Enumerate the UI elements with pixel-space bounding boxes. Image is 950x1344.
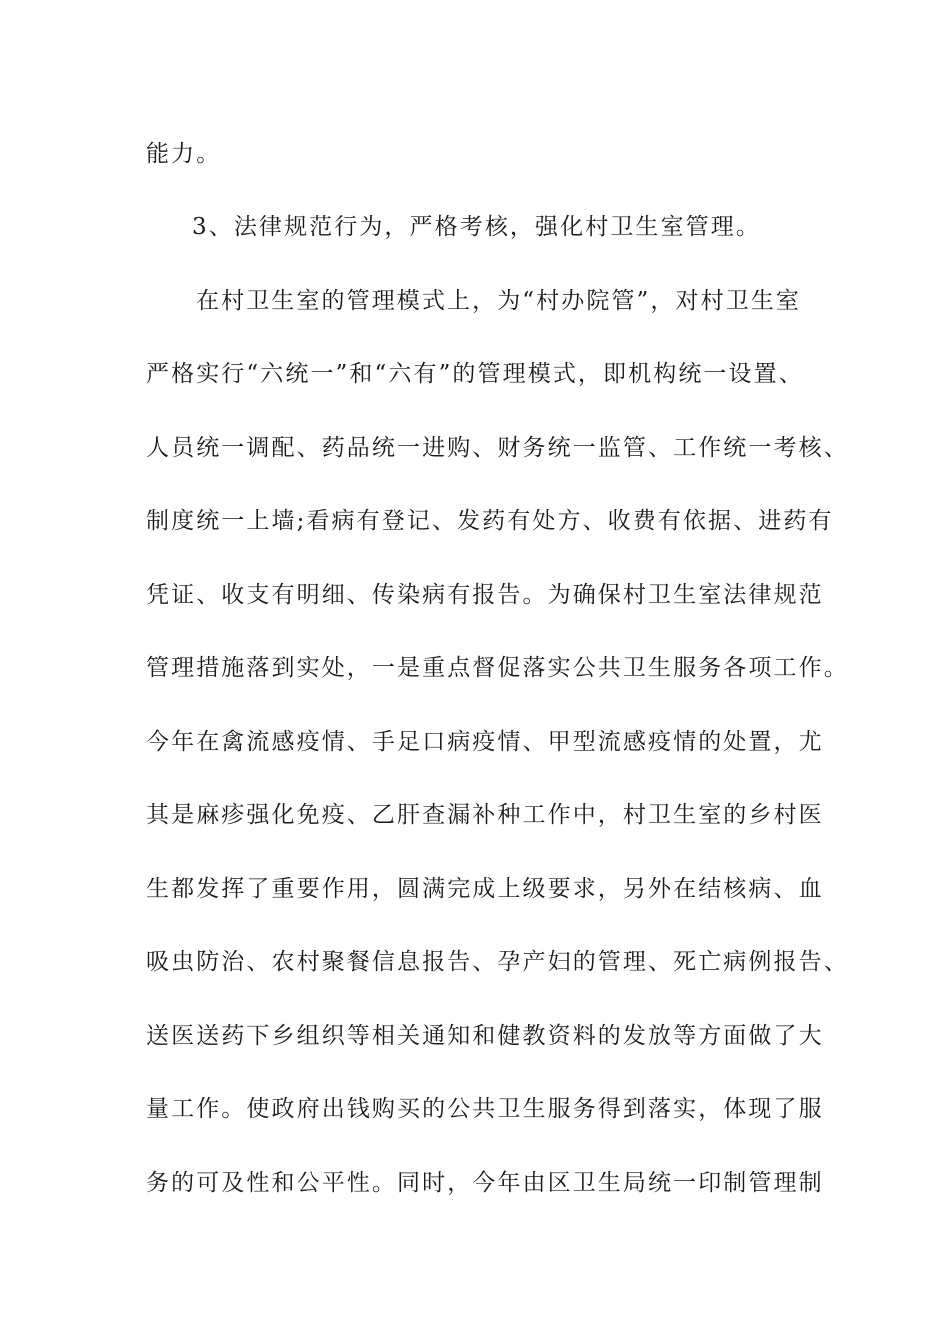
text-line: 吸虫防治、农村聚餐信息报告、孕产妇的管理、死亡病例报告、	[146, 949, 849, 975]
text-line: 在村卫生室的管理模式上，为“村办院管”，对村卫生室	[196, 288, 802, 314]
text-line: 其是麻疹强化免疫、乙肝查漏补种工作中，村卫生室的乡村医	[146, 802, 824, 828]
text-line: 生都发挥了重要作用，圆满完成上级要求，另外在结核病、血	[146, 876, 824, 902]
text-line: 今年在禽流感疫情、手足口病疫情、甲型流感疫情的处置，尤	[146, 729, 824, 755]
text-line: 凭证、收支有明细、传染病有报告。为确保村卫生室法律规范	[146, 582, 824, 608]
text-line: 人员统一调配、药品统一进购、财务统一监管、工作统一考核、	[146, 435, 849, 461]
text-line: 送医送药下乡组织等相关通知和健教资料的发放等方面做了大	[146, 1023, 824, 1049]
text-line: 量工作。使政府出钱购买的公共卫生服务得到落实，体现了服	[146, 1096, 824, 1122]
text-line: 能力。	[146, 141, 222, 167]
text-line: 制度统一上墙;看病有登记、发药有处方、收费有依据、进药有	[146, 508, 834, 534]
text-line: 管理措施落到实处，一是重点督促落实公共卫生服务各项工作。	[146, 655, 849, 681]
section-heading: 3、法律规范行为，严格考核，强化村卫生室管理。	[192, 214, 761, 240]
text-line: 严格实行“六统一”和“六有”的管理模式，即机构统一设置、	[146, 361, 804, 387]
text-line: 务的可及性和公平性。同时，今年由区卫生局统一印制管理制	[146, 1170, 824, 1196]
